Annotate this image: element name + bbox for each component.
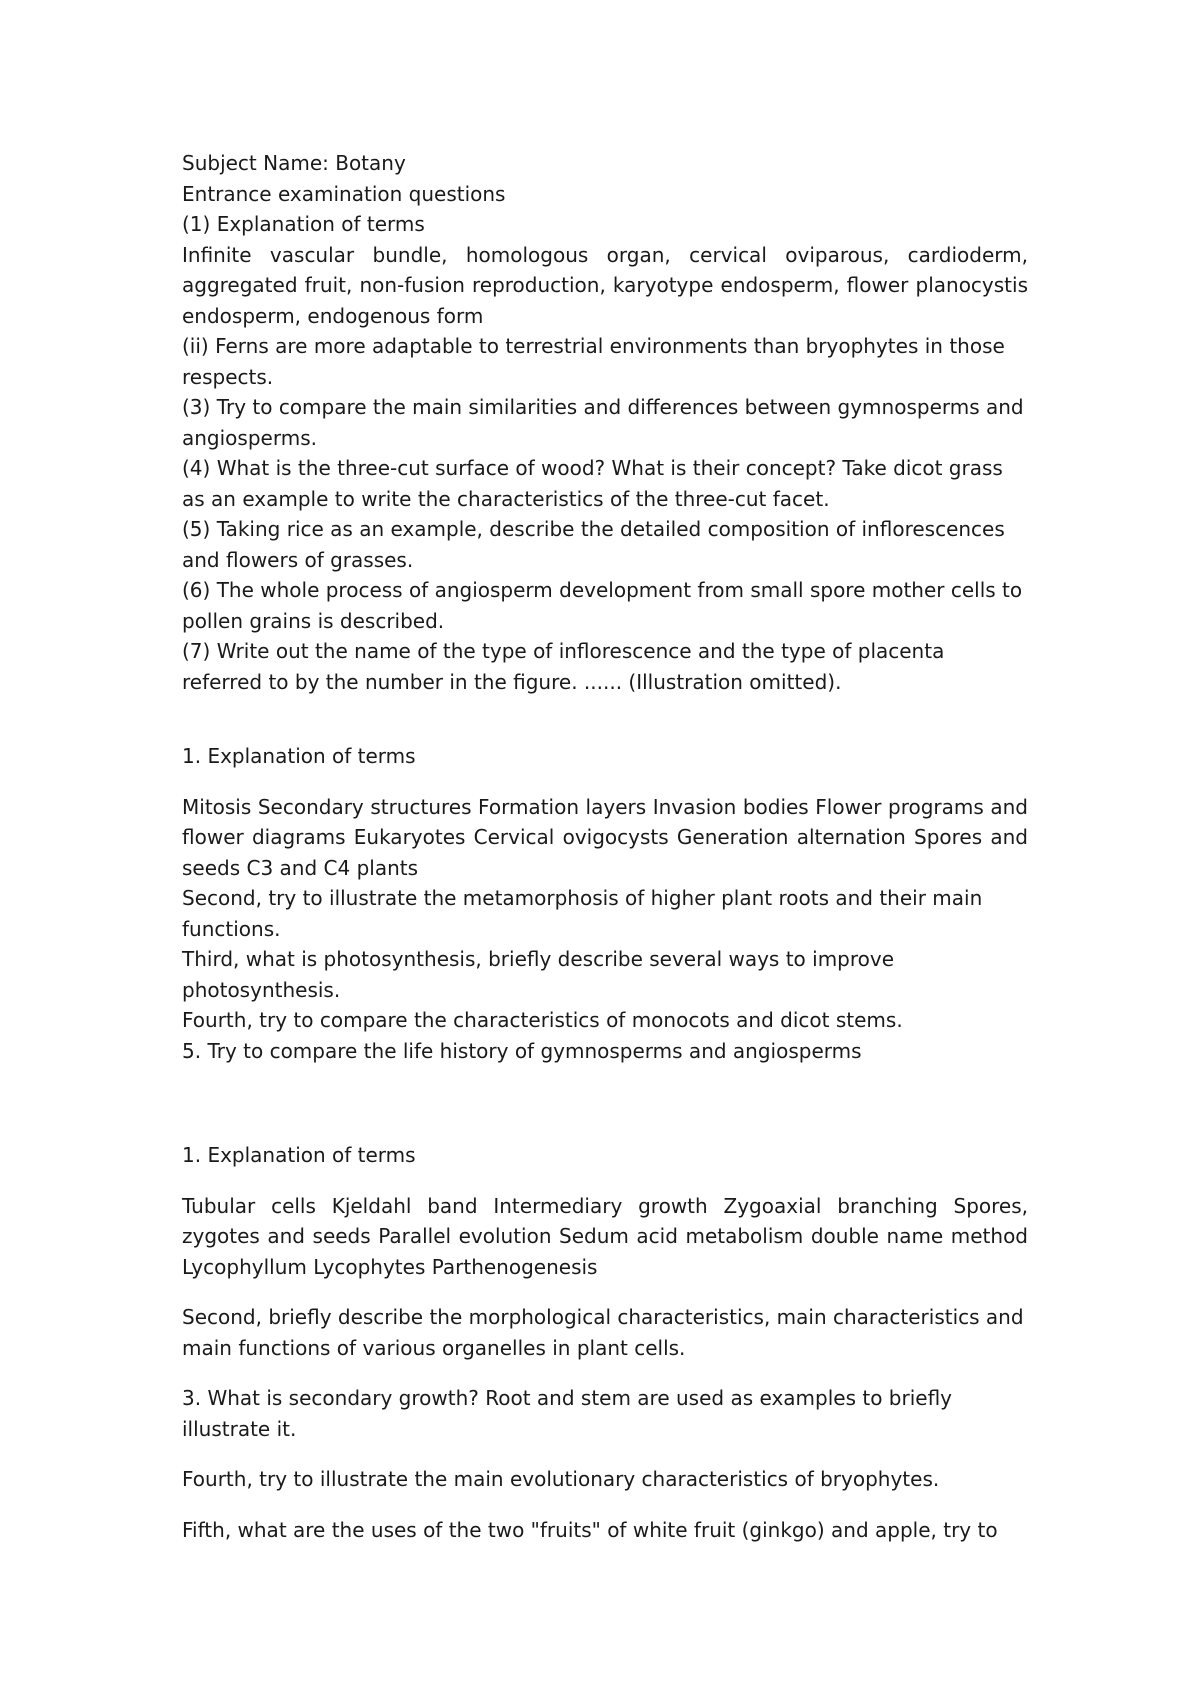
heading-spacer xyxy=(182,772,1028,792)
part1-q6: (6) The whole process of angiosperm development from small spore mother cells to pollen grains is described. xyxy=(182,578,1023,633)
part2-q3: Third, what is photosynthesis, briefly describe several ways to improve photosynthesis. xyxy=(182,947,895,1002)
part1-q1-terms: Infinite vascular bundle, homologous organ, cervical oviparous, cardioderm, aggregated fruit, non-fusion reproduction, karyotype endosperm, flower planocystis endosperm, endogenous form xyxy=(182,242,1028,328)
paragraph-spacer xyxy=(182,1282,1028,1302)
subject-line: Subject Name: Botany xyxy=(182,151,406,175)
part1-q2: (ii) Ferns are more adaptable to terrestrial environments than bryophytes in those respects. xyxy=(182,334,1005,389)
part2-q5: 5. Try to compare the life history of gymnosperms and angiosperms xyxy=(182,1038,862,1063)
paragraph-spacer xyxy=(182,1363,1028,1383)
heading-spacer xyxy=(182,1171,1028,1191)
document-page xyxy=(182,148,1028,1545)
paragraph-spacer xyxy=(182,1444,1028,1464)
section-spacer xyxy=(182,697,1028,741)
part1-q3: (3) Try to compare the main similarities and differences between gymnosperms and angiosperms. xyxy=(182,395,1024,450)
part2-q2: Second, try to illustrate the metamorphosis of higher plant roots and their main functions. xyxy=(182,886,983,941)
part3-q5: Fifth, what are the uses of the two "fruits" of white fruit (ginkgo) and apple, try to xyxy=(182,1517,998,1542)
part2-heading: 1. Explanation of terms xyxy=(182,744,416,768)
part2-terms: Mitosis Secondary structures Formation layers Invasion bodies Flower programs and flower diagrams Eukaryotes Cervical ovigocysts Generation alternation Spores and seeds C3 and C4 plants xyxy=(182,794,1028,880)
part1-q7: (7) Write out the name of the type of inflorescence and the type of placenta referred to by the number in the figure. ...... (Illustration omitted). xyxy=(182,639,945,694)
part3-heading: 1. Explanation of terms xyxy=(182,1143,416,1167)
part1-q5: (5) Taking rice as an example, describe the detailed composition of inflorescences and flowers of grasses. xyxy=(182,517,1005,572)
part3-q3: 3. What is secondary growth? Root and stem are used as examples to briefly illustrate it. xyxy=(182,1386,952,1441)
exam-title: Entrance examination questions xyxy=(182,181,506,206)
section-spacer xyxy=(182,1066,1028,1140)
part3-q4: Fourth, try to illustrate the main evolutionary characteristics of bryophytes. xyxy=(182,1467,940,1491)
paragraph-spacer xyxy=(182,1495,1028,1515)
part3-q2: Second, briefly describe the morphological characteristics, main characteristics and main functions of various organelles in plant cells. xyxy=(182,1305,1024,1360)
part1-q1-heading: (1) Explanation of terms xyxy=(182,212,425,236)
part2-q4: Fourth, try to compare the characteristics of monocots and dicot stems. xyxy=(182,1008,903,1032)
part1-q4: (4) What is the three-cut surface of wood? What is their concept? Take dicot grass as an example to write the characteristics of the three-cut facet. xyxy=(182,456,1003,511)
part3-terms: Tubular cells Kjeldahl band Intermediary growth Zygoaxial branching Spores, zygotes and seeds Parallel evolution Sedum acid metabolism double name method Lycophyllum Lycophytes Parthenogenesis xyxy=(182,1193,1028,1279)
